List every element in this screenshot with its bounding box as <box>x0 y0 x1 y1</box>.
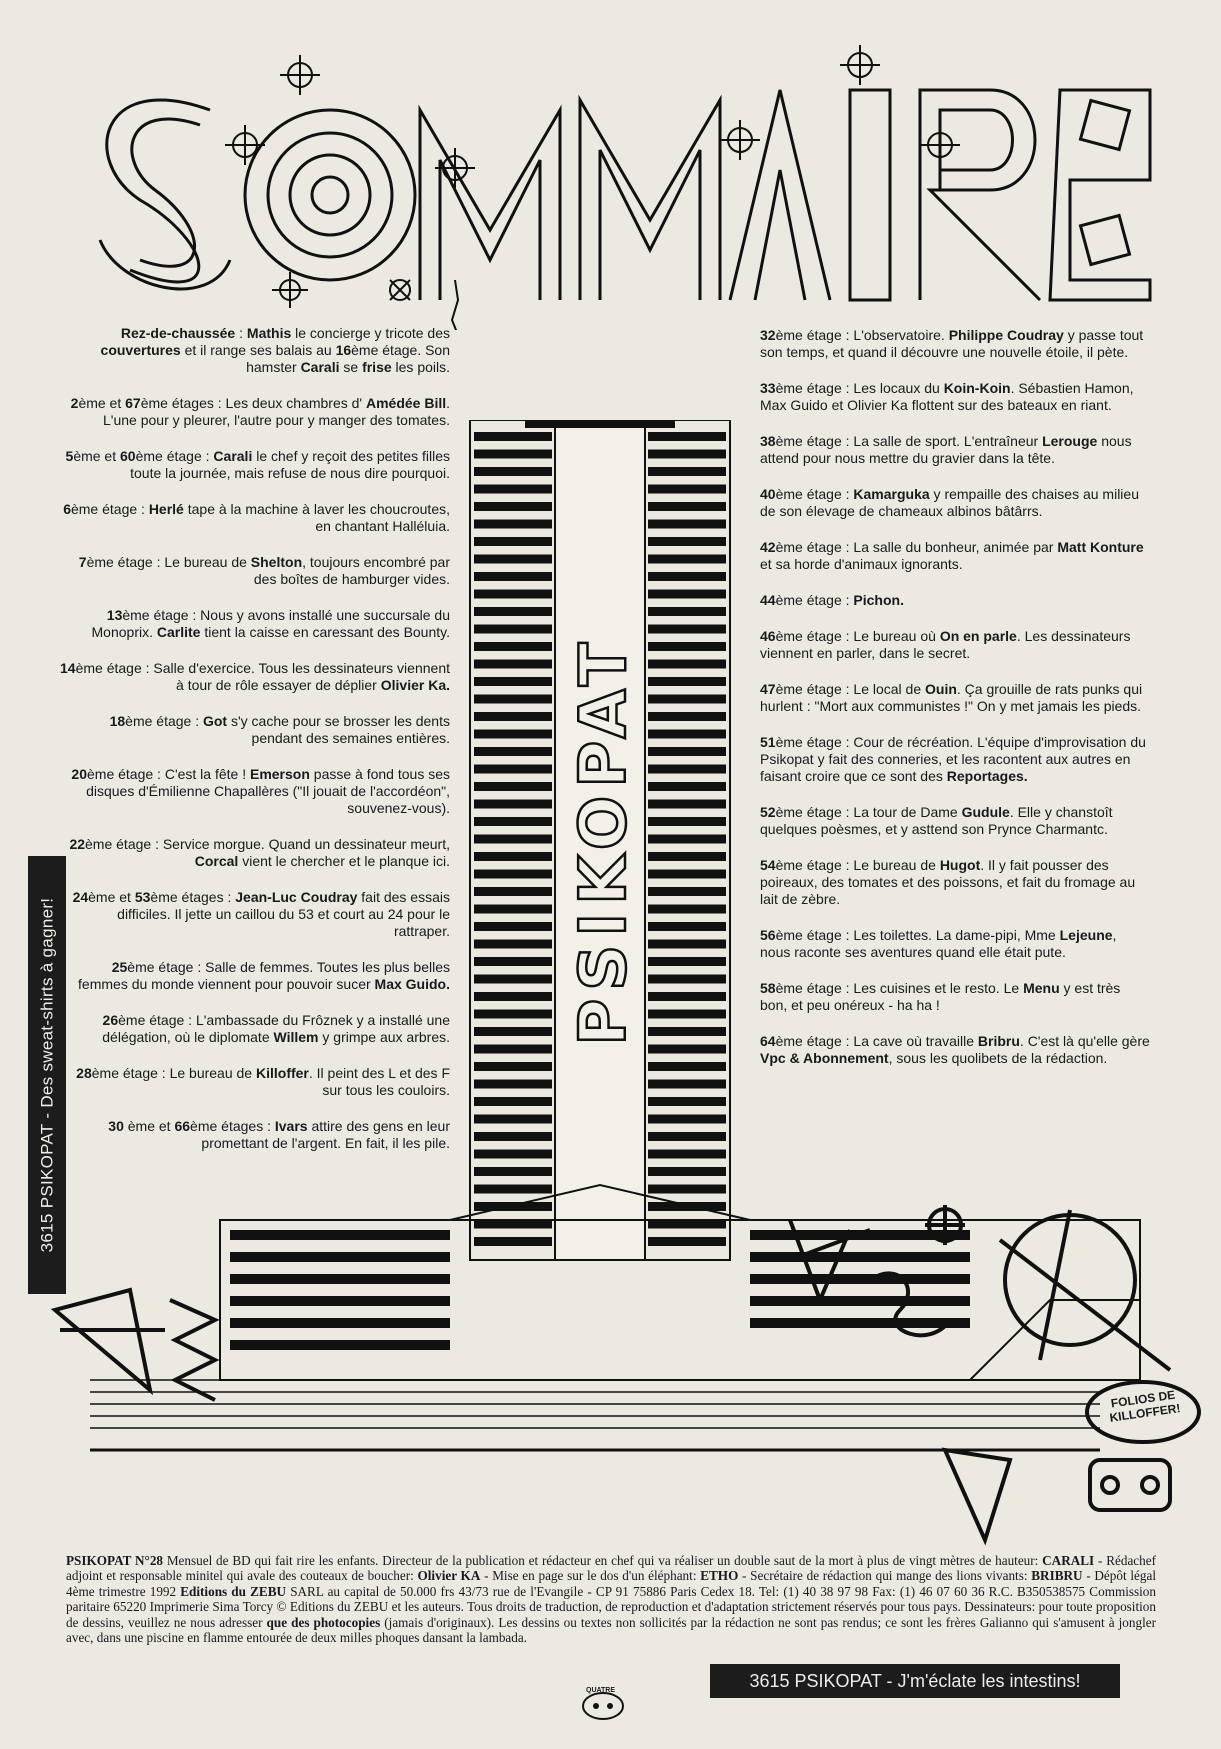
entry-text: ème et <box>78 395 126 411</box>
window-band <box>474 1150 552 1159</box>
credits-text: Mensuel de BD qui fait rire les enfants. Directeur de la publication et rédacteur en chef qui va réaliser un double saut de la mort à plus de vingt mètres de hauteur: <box>163 1553 1043 1568</box>
entry-text: . C'est là qu'elle gère <box>1019 1033 1150 1049</box>
window-band <box>648 625 726 634</box>
entry-emphasis: 33 <box>760 380 776 396</box>
minitel-bottom-banner: 3615 PSIKOPAT - J'm'éclate les intestins! <box>710 1664 1120 1698</box>
credits-emphasis: CARALI <box>1042 1553 1095 1568</box>
entry-emphasis: Shelton <box>250 554 303 570</box>
window-band <box>648 695 726 704</box>
window-band <box>474 1045 552 1054</box>
credits-emphasis: Olivier KA <box>417 1568 481 1584</box>
floor-entry <box>60 395 450 429</box>
window-band <box>648 555 726 564</box>
base-window-band <box>230 1274 450 1284</box>
window-band <box>474 555 552 564</box>
entry-emphasis: Carlite <box>156 624 201 640</box>
window-band <box>648 450 726 459</box>
entry-text: ème étage : <box>775 592 854 608</box>
window-band <box>474 1167 552 1176</box>
window-band <box>648 870 726 879</box>
entry-text: ème étage : Les toilettes. La dame-pipi, Mme <box>775 927 1060 943</box>
entry-text: ème étage : L'observatoire. <box>775 327 949 343</box>
floor-entry <box>760 927 1150 961</box>
entry-text: vient le chercher et le planque ici. <box>238 853 450 869</box>
entry-text: ème étage : Nous y avons installé une succursale du Monoprix. <box>91 607 450 640</box>
floor-entry <box>60 448 450 482</box>
entry-text: ème étages : <box>150 889 236 905</box>
window-band <box>474 537 552 546</box>
window-band <box>474 992 552 1001</box>
window-band <box>648 1167 726 1176</box>
window-band <box>474 1115 552 1124</box>
window-band <box>474 450 552 459</box>
entry-emphasis: 2 <box>70 395 79 411</box>
window-band <box>648 520 726 529</box>
entry-emphasis: 6 <box>63 501 71 517</box>
window-band <box>648 1062 726 1071</box>
entry-emphasis: 38 <box>760 433 776 449</box>
window-band <box>474 1202 552 1211</box>
entry-text: ème étage : L'ambassade du Frôznek y a installé une délégation, où le diplomate <box>102 1012 450 1045</box>
entry-emphasis: 54 <box>760 857 776 873</box>
entry-text: ème étages : <box>190 1118 275 1134</box>
entry-emphasis: 52 <box>760 804 776 820</box>
window-band <box>474 870 552 879</box>
window-band <box>648 1185 726 1194</box>
entry-text: . Sébastien Hamon, Max Guido et Olivier Ka flottent sur des bateaux en riant. <box>760 380 1134 413</box>
entry-text: s'y cache pour se brosser les dents pendant des semaines entières. <box>227 713 450 746</box>
entry-text: . Il peint des L et des F sur tous les couloirs. <box>308 1065 450 1098</box>
base-window-band <box>230 1318 450 1328</box>
entry-text: ème étage : C'est la fête ! <box>87 766 250 782</box>
entry-text: le chef y reçoit des petites filles toute la journée, mais refuse de nous dire pourquoi. <box>130 448 450 481</box>
window-band <box>648 572 726 581</box>
entry-emphasis: Killoffer <box>255 1065 309 1081</box>
entry-emphasis: 22 <box>69 836 86 852</box>
window-band <box>648 485 726 494</box>
window-band <box>648 905 726 914</box>
window-band <box>474 957 552 966</box>
credits-text: - Secrétaire de rédaction qui mange des lions vivants: <box>738 1568 1032 1584</box>
window-band <box>648 975 726 984</box>
entry-text: et sa horde d'animaux ignorants. <box>760 556 963 572</box>
window-band <box>474 1185 552 1194</box>
entry-emphasis: Ivars <box>274 1118 308 1134</box>
entry-emphasis: Kamarguka <box>853 486 930 502</box>
entry-emphasis: 47 <box>760 681 776 697</box>
window-band <box>648 730 726 739</box>
entry-text: ème étage : Salle de femmes. Toutes les plus belles femmes du monde viennent pour pouvoir sucer <box>78 959 450 992</box>
floor-entry <box>60 766 450 817</box>
floor-entry <box>60 889 450 940</box>
base-window-band <box>230 1296 450 1306</box>
window-band <box>474 677 552 686</box>
floor-entry <box>60 1065 450 1099</box>
floor-entry <box>760 681 1150 715</box>
window-band <box>648 1027 726 1036</box>
entry-emphasis: 7 <box>78 554 87 570</box>
window-band <box>474 695 552 704</box>
entry-emphasis: Got <box>202 713 228 729</box>
entry-emphasis: Vpc & Abonnement <box>760 1050 889 1066</box>
entry-text: ème étage : Le bureau de <box>91 1065 256 1081</box>
entry-emphasis: 30 <box>108 1118 124 1134</box>
window-band <box>474 747 552 756</box>
entry-emphasis: 16 <box>335 342 352 358</box>
entry-emphasis: Lejeune <box>1059 927 1113 943</box>
window-band <box>648 782 726 791</box>
entry-text: passe à fond tous ses disques d'Émilienne Chapallères ("Il jouait de l'accordéon", souvenez-vous). <box>86 766 450 816</box>
entry-emphasis: Mathis <box>246 325 292 341</box>
entry-text: ème étage. Son hamster <box>246 342 450 375</box>
entry-text: ème étage : La salle de sport. L'entraîneur <box>775 433 1043 449</box>
entry-text: les poils. <box>391 359 450 375</box>
entry-emphasis: Carali <box>213 448 253 464</box>
window-band <box>474 800 552 809</box>
base-window-band <box>750 1296 970 1306</box>
entry-emphasis: Pichon. <box>853 592 904 608</box>
entry-emphasis: On en parle <box>939 628 1017 644</box>
entry-emphasis: 60 <box>120 448 136 464</box>
window-band <box>474 817 552 826</box>
window-band <box>474 1132 552 1141</box>
minitel-promo-text: 3615 PSIKOPAT - Des sweat-shirts à gagner! <box>37 897 56 1253</box>
entry-emphasis: Willem <box>273 1029 319 1045</box>
window-band <box>474 1080 552 1089</box>
floor-entry <box>60 959 450 993</box>
entry-text: y grimpe aux arbres. <box>318 1029 450 1045</box>
entry-emphasis: 26 <box>102 1012 119 1028</box>
entry-text: y rempaille des chaises au milieu de son élevage de chameaux albinos bâtârrs. <box>760 486 1139 519</box>
entry-emphasis: 42 <box>760 539 776 555</box>
entry-emphasis: 20 <box>71 766 87 782</box>
credits-text: - Mise en page sur le dos d'un éléphant: <box>480 1568 701 1584</box>
window-band <box>474 590 552 599</box>
entry-text: , toujours encombré par des boîtes de hamburger vides. <box>253 554 450 587</box>
window-band <box>474 1237 552 1246</box>
entry-emphasis: 24 <box>72 889 89 905</box>
window-band <box>648 590 726 599</box>
window-band <box>648 432 726 441</box>
entry-emphasis: 56 <box>760 927 776 943</box>
entry-emphasis: 32 <box>760 327 776 343</box>
credits-masthead <box>66 1553 1156 1645</box>
floor-entry <box>760 486 1150 520</box>
entry-emphasis: 51 <box>760 734 776 750</box>
entry-text: ème étage : Le bureau de <box>775 857 940 873</box>
credits-text: - Rédachef adjoint et responsable minitel qui avale des couteaux de boucher: <box>66 1553 1156 1584</box>
window-band <box>648 1132 726 1141</box>
window-band <box>648 712 726 721</box>
entry-text: attire des gens en leur promettant de l'argent. En fait, il les pile. <box>201 1118 450 1151</box>
entry-text: ème étage : Le local de <box>775 681 926 697</box>
entry-text: ème étage : <box>70 501 149 517</box>
entry-emphasis: Emerson <box>249 766 310 782</box>
floor-entry <box>760 857 1150 908</box>
entry-emphasis: Jean-Luc Coudray <box>235 889 358 905</box>
entry-emphasis: Matt Konture <box>1057 539 1144 555</box>
credits-emphasis: BRIBRU <box>1031 1568 1083 1584</box>
entry-text: tient la caisse en caressant des Bounty. <box>200 624 450 640</box>
entry-emphasis: Carali <box>300 359 340 375</box>
entry-emphasis: Herlé <box>148 501 184 517</box>
window-band <box>648 817 726 826</box>
window-band <box>474 432 552 441</box>
base-window-band <box>750 1318 970 1328</box>
floor-entry <box>760 592 1150 609</box>
window-band <box>648 887 726 896</box>
entry-text: ème et <box>123 1118 175 1134</box>
entry-emphasis: Menu <box>1023 980 1060 996</box>
entry-text: se <box>339 359 363 375</box>
entry-text: ème étage : <box>135 448 214 464</box>
entry-text: ème étage : Le bureau où <box>775 628 940 644</box>
minitel-promo-tag <box>28 856 66 1294</box>
credits-text: - Dépôt légal 4ème trimestre 1992 <box>66 1568 1156 1599</box>
window-band <box>648 1097 726 1106</box>
base-window-band <box>230 1230 450 1240</box>
entry-emphasis: 5 <box>65 448 74 464</box>
floor-entry <box>60 607 450 641</box>
entry-text: , sous les quolibets de la rédaction. <box>888 1050 1108 1066</box>
credits-text: SARL au capital de 50.000 frs 43/73 rue de l'Evangile - CP 91 75886 Paris Cedex 18. Tel: (1) 40 38 97 98 Fax: (1) 46 07 60 36 R.C. B350538575 Commission paritaire 65220 Imprimerie Sima Torcy © Editions du ZEBU et les auteurs. Tous droits de traduction, de reproduction et d'adaptation strictement réservés pour tous pays. Dessinateurs: pour toute proposition de dessins, veuillez ne nous adresser <box>66 1583 1156 1630</box>
window-band <box>474 642 552 651</box>
window-band <box>648 1115 726 1124</box>
base-window-band <box>230 1340 450 1350</box>
window-band <box>474 572 552 581</box>
window-band <box>474 940 552 949</box>
entry-text: . L'une pour y pleurer, l'autre pour y manger des tomates. <box>103 395 450 428</box>
credits-emphasis: que des photocopies <box>266 1614 381 1630</box>
entry-emphasis: 53 <box>134 889 151 905</box>
window-band <box>474 1062 552 1071</box>
base-window-band <box>750 1274 970 1284</box>
entry-text: ème étage : <box>125 713 203 729</box>
window-band <box>648 1010 726 1019</box>
floor-entry <box>60 660 450 694</box>
base-window-band <box>750 1230 970 1240</box>
entry-emphasis: Hugot <box>939 857 981 873</box>
window-band <box>474 467 552 476</box>
window-band <box>474 660 552 669</box>
window-band <box>474 852 552 861</box>
entry-text: nous attend pour nous mettre du gravier dans la tête. <box>760 433 1132 466</box>
window-band <box>474 782 552 791</box>
window-band <box>474 520 552 529</box>
window-band <box>474 485 552 494</box>
window-band <box>648 537 726 546</box>
entry-text: ème étage : La cave où travaille <box>775 1033 978 1049</box>
entry-text: ème et <box>73 448 121 464</box>
entry-text: ème étage : La salle du bonheur, animée par <box>775 539 1058 555</box>
entry-emphasis: 40 <box>760 486 776 502</box>
entry-emphasis: Amédée Bill <box>365 395 447 411</box>
credits-emphasis: Editions du ZEBU <box>180 1583 287 1599</box>
window-band <box>648 607 726 616</box>
window-band <box>474 502 552 511</box>
floor-entry <box>60 713 450 747</box>
window-band <box>474 712 552 721</box>
entry-emphasis: Philippe Coudray <box>948 327 1064 343</box>
entry-emphasis: 14 <box>60 660 76 676</box>
window-band <box>648 922 726 931</box>
entry-emphasis: Lerouge <box>1042 433 1098 449</box>
window-band <box>648 992 726 1001</box>
window-band <box>648 677 726 686</box>
entry-emphasis: 67 <box>125 395 141 411</box>
entry-text: . Ça grouille de rats punks qui hurlent : "Mort aux communistes !" On y met jamais les pieds. <box>760 681 1143 714</box>
window-band <box>474 922 552 931</box>
entry-emphasis: 25 <box>111 959 128 975</box>
entry-emphasis: 44 <box>760 592 776 608</box>
entry-emphasis: Ouin <box>925 681 957 697</box>
window-band <box>648 852 726 861</box>
entry-emphasis: Olivier Ka. <box>380 677 450 693</box>
window-band <box>648 957 726 966</box>
window-band <box>648 1202 726 1211</box>
tower-roof <box>525 420 675 428</box>
window-band <box>648 940 726 949</box>
entry-text: . Elle y chanstoît quelques poèsmes, et y asttend son Prynce Charmantc. <box>760 804 1113 837</box>
window-band <box>474 730 552 739</box>
floor-entry <box>760 327 1150 361</box>
window-band <box>648 835 726 844</box>
floor-entry <box>60 554 450 588</box>
entry-emphasis: 18 <box>109 713 126 729</box>
entry-emphasis: couvertures <box>100 342 181 358</box>
window-band <box>474 905 552 914</box>
credits-emphasis: ETHO <box>700 1568 739 1584</box>
credits-text: (jamais d'originaux). Les dessins ou textes non sollicités par la rédaction ne sont pas rendus; ce sont les frères Galianno qui s'amusent à jongler avec, dans une piscine en flamme entourée de deux milles phoques dansant la lambada. <box>66 1614 1156 1646</box>
window-band <box>474 1097 552 1106</box>
window-band <box>648 765 726 774</box>
window-band <box>648 467 726 476</box>
window-band <box>648 642 726 651</box>
floor-entry <box>60 836 450 870</box>
entry-text: , nous raconte ses aventures quand elle était pute. <box>760 927 1117 960</box>
entry-emphasis: Koin-Koin <box>943 380 1011 396</box>
floor-entry <box>760 539 1150 573</box>
floor-entry <box>760 628 1150 662</box>
entry-emphasis: Rez-de-chaussée <box>120 325 236 341</box>
contents-right-column <box>760 327 1150 1086</box>
entry-emphasis: 13 <box>106 607 123 623</box>
quatre-logo-label: QUATRE <box>586 1687 616 1694</box>
sommaire-title-art <box>60 30 1160 330</box>
entry-emphasis: frise <box>362 359 392 375</box>
entry-text: ème étage : <box>775 486 854 502</box>
entry-text: . Les dessinateurs viennent en parler, dans le secret. <box>760 628 1131 661</box>
entry-text: le concierge y tricote des <box>291 325 450 341</box>
window-band <box>648 800 726 809</box>
window-band <box>474 835 552 844</box>
entry-text: ème étage : Les locaux du <box>775 380 944 396</box>
contents-left-column <box>60 325 450 1171</box>
entry-text: y est très bon, et peu onéreux - ha ha ! <box>760 980 1121 1013</box>
entry-text: ème étage : Cour de récréation. L'équipe d'improvisation du Psikopat y fait des conneries, et les racontent aux autres en faisant croire que ce sont des <box>760 734 1146 784</box>
window-band <box>474 607 552 616</box>
entry-emphasis: Bribru <box>977 1033 1020 1049</box>
credits-emphasis: PSIKOPAT N°28 <box>66 1553 164 1568</box>
entry-emphasis: 46 <box>760 628 776 644</box>
entry-text: ème étage : Les cuisines et le resto. Le <box>775 980 1024 996</box>
entry-emphasis: Corcal <box>194 853 239 869</box>
window-band <box>474 975 552 984</box>
entry-emphasis: 64 <box>760 1033 776 1049</box>
floor-entry <box>60 501 450 535</box>
entry-text: tape à la machine à laver les choucroutes, en chantant Halléluia. <box>183 501 450 534</box>
floor-entry <box>60 1012 450 1046</box>
base-window-band <box>750 1252 970 1262</box>
floor-entry <box>760 380 1150 414</box>
base-window-band <box>230 1252 450 1262</box>
floor-entry <box>760 1033 1150 1067</box>
entry-emphasis: 28 <box>76 1065 92 1081</box>
entry-text: . Il y fait pousser des poireaux, des tomates et des poissons, et fait du fromage au lait de zèbre. <box>760 857 1136 907</box>
base-stair-line <box>970 1300 1140 1380</box>
window-band <box>648 1080 726 1089</box>
window-band <box>648 747 726 756</box>
entry-emphasis: 58 <box>760 980 776 996</box>
entry-emphasis: Max Guido. <box>374 976 450 992</box>
entry-text: ème étages : Les deux chambres d' <box>140 395 366 411</box>
window-band <box>474 765 552 774</box>
entry-emphasis: 66 <box>174 1118 191 1134</box>
floor-entry <box>60 325 450 376</box>
floor-entry <box>760 804 1150 838</box>
tower-sign-text: PSIKOPAT <box>567 634 641 1046</box>
floor-entry <box>60 1118 450 1152</box>
entry-text: ème étage : La tour de Dame <box>775 804 962 820</box>
floor-entry <box>760 433 1150 467</box>
floor-entry <box>760 734 1150 785</box>
entry-text: : <box>235 325 247 341</box>
window-band <box>474 1027 552 1036</box>
window-band <box>474 1010 552 1019</box>
window-band <box>648 1237 726 1246</box>
floor-entry <box>760 980 1150 1014</box>
window-band <box>474 887 552 896</box>
entry-emphasis: Gudule <box>961 804 1010 820</box>
window-band <box>648 502 726 511</box>
entry-text: ème et <box>88 889 135 905</box>
window-band <box>474 625 552 634</box>
entry-emphasis: Reportages. <box>946 768 1028 784</box>
entry-text: fait des essais difficiles. Il jette un caillou du 53 et court au 24 pour le rattraper. <box>117 889 450 939</box>
window-band <box>648 1150 726 1159</box>
entry-text: et il range ses balais au <box>180 342 336 358</box>
window-band <box>648 1045 726 1054</box>
window-band <box>648 660 726 669</box>
entry-text: y passe tout son temps, et quand il découvre une nouvelle étoile, il pète. <box>760 327 1144 360</box>
folios-badge: FOLIOS DE KILLOFFER! <box>1108 1387 1182 1425</box>
entry-text: ème étage : Le bureau de <box>86 554 251 570</box>
entry-text: ème étage : Salle d'exercice. Tous les dessinateurs viennent à tour de rôle essayer de déplier <box>75 660 450 693</box>
entry-text: ème étage : Service morgue. Quand un dessinateur meurt, <box>85 836 450 852</box>
